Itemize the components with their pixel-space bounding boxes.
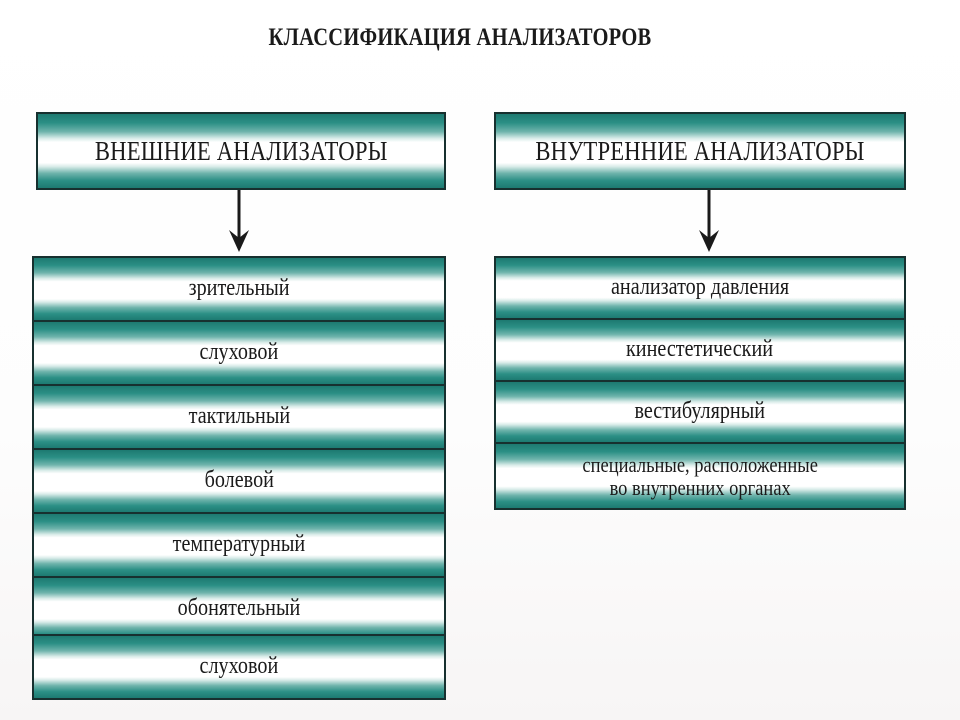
internal-arrow-down-icon (696, 190, 722, 254)
internal-analyzers-header (494, 112, 906, 190)
external-item-label: тактильный (188, 403, 290, 430)
external-analyzers-header-label: ВНЕШНИЕ АНАЛИЗАТОРЫ (94, 135, 388, 166)
diagram-title: КЛАССИФИКАЦИЯ АНАЛИЗАТОРОВ (268, 24, 652, 51)
internal-item-label: анализатор давления (610, 274, 790, 301)
external-item-label: слуховой (199, 653, 279, 680)
internal-item-vestibular (494, 380, 906, 444)
external-item-label: болевой (204, 467, 274, 494)
external-item-label: обонятельный (177, 595, 301, 622)
internal-item-kinesthetic (494, 318, 906, 382)
external-arrow-down-icon (226, 190, 252, 254)
external-item-auditory-2 (32, 634, 446, 700)
internal-item-visceral (494, 442, 906, 510)
external-item-label: температурный (172, 531, 306, 558)
internal-analyzers-header-label: ВНУТРЕННИЕ АНАЛИЗАТОРЫ (535, 135, 865, 166)
internal-item-label: вестибулярный (634, 398, 766, 425)
external-analyzers-header (36, 112, 446, 190)
external-item-olfactory (32, 576, 446, 642)
internal-item-visceral-line-1: специальные, расположенные (582, 451, 818, 477)
external-item-temperature (32, 512, 446, 578)
internal-item-label: кинестетический (626, 336, 774, 363)
external-item-label: слуховой (199, 339, 279, 366)
internal-item-pressure (494, 256, 906, 320)
external-item-label: зрительный (188, 275, 290, 302)
internal-item-visceral-line-2: во внутренних органах (609, 475, 791, 500)
external-item-tactile (32, 384, 446, 450)
external-item-visual (32, 256, 446, 322)
internal-item-visceral-label (582, 453, 818, 499)
external-item-auditory (32, 320, 446, 386)
external-item-pain (32, 448, 446, 514)
